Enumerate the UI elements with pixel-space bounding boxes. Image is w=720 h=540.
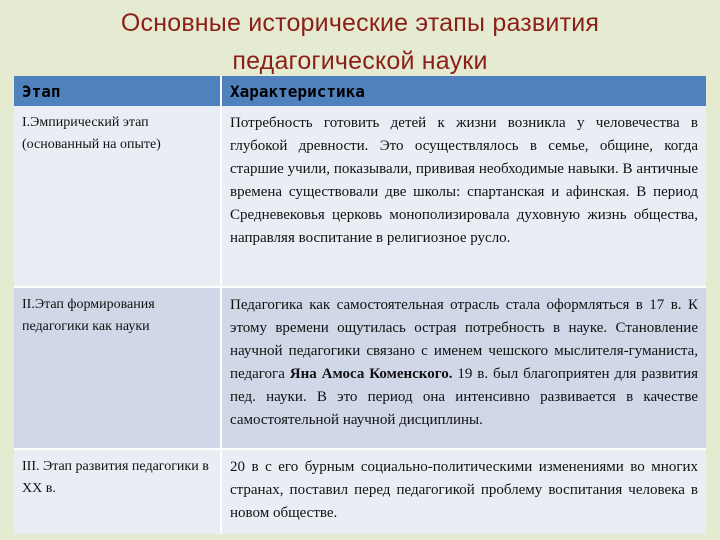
title-line-1: Основные исторические этапы развития — [120, 9, 600, 37]
description-text: Педагогика как самостоятельная отрасль стала оформляться в 17 в. К этому времени ощутилась острая потребность в науке. Становление научной педагогики связано с именем чешского мыслителя-гуманиста, педагога — [230, 297, 698, 382]
description-cell: Потребность готовить детей к жизни возникла у человечества в глубокой древности. Это осуществлялось в семье, общине, когда старшие учили, показывали, прививая необходимые навыки. В античные времена существовали две школы: спартанская и афинская. В период Средневековья церковь монополизировала духовную жизнь общества, направляя воспитание в религиозное русло. — [221, 106, 706, 287]
table-header-row — [14, 76, 706, 106]
page-title — [0, 4, 720, 80]
stage-cell: II.Этап формирования педагогики как науки — [14, 287, 221, 449]
table-row — [14, 449, 706, 534]
description-text-continued: 19 в. был благоприятен для развития пед. науки. В это период она интенсивно развивается в качестве самостоятельной научной дисциплины. — [230, 366, 699, 428]
table-row — [14, 106, 706, 287]
highlighted-name: Яна Амоса Коменского. — [289, 366, 453, 382]
stages-table — [14, 76, 706, 534]
header-characteristic: Характеристика — [221, 76, 706, 106]
stage-cell: III. Этап развития педагогики в XX в. — [14, 449, 221, 534]
title-line-2: педагогической науки — [232, 47, 488, 75]
header-stage: Этап — [14, 76, 221, 106]
description-cell: 20 в с его бурным социально-политическими изменениями во многих странах, поставил перед педагогикой проблему воспитания человека в новом обществе. — [221, 449, 706, 534]
stage-cell: I.Эмпирический этап (основанный на опыте) — [14, 106, 221, 287]
description-cell — [221, 287, 706, 449]
table-row — [14, 287, 706, 449]
